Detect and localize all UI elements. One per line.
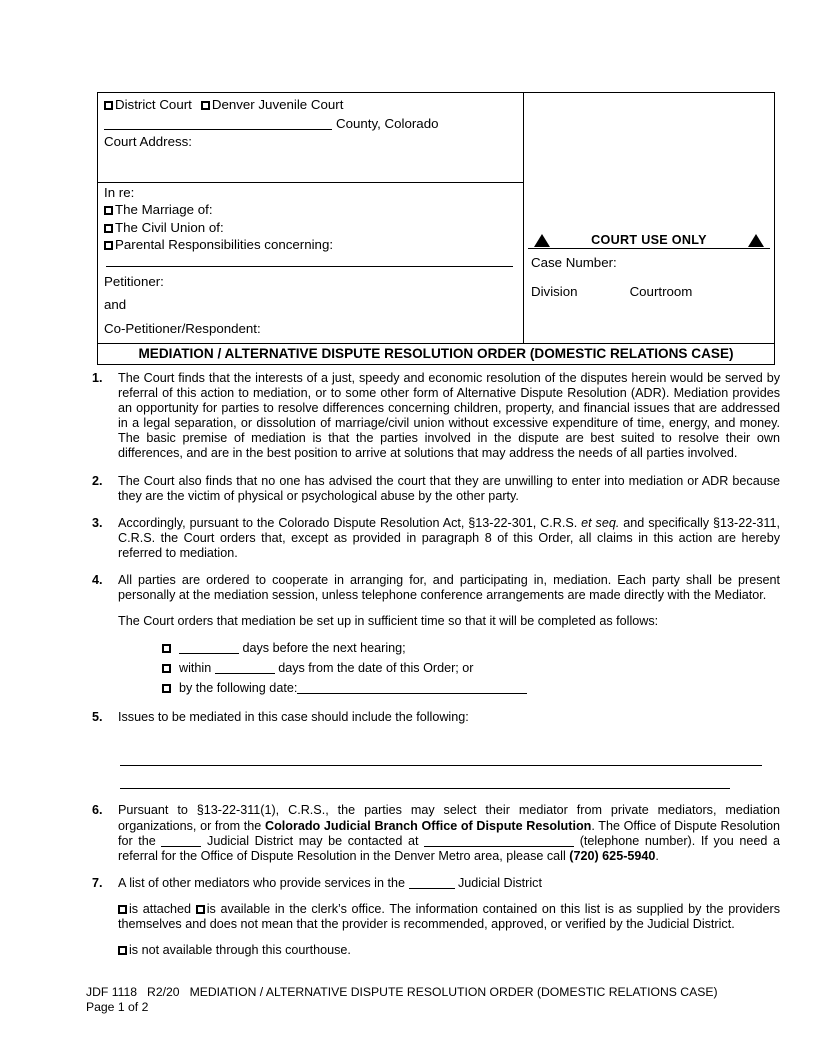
within-days-input[interactable] — [215, 661, 275, 674]
paragraph-2 — [92, 474, 780, 504]
paragraph-4-option-1 — [162, 638, 780, 658]
county-colorado-label: County, Colorado — [336, 115, 439, 131]
paragraph-6-part-a: Pursuant to §13-22-311(1), C.R.S., the parties may select their mediator from private mediators, mediation organizations, or from the — [118, 803, 780, 833]
checkbox-not-available-courthouse[interactable] — [118, 946, 127, 955]
checkbox-days-before-hearing[interactable] — [162, 644, 171, 653]
marriage-of-label: The Marriage of: — [115, 202, 213, 217]
paragraph-7-part-a: A list of other mediators who provide services in the — [118, 875, 409, 890]
paragraph-5-body — [118, 710, 780, 789]
petitioner-label: Petitioner: — [104, 273, 164, 289]
checkbox-by-following-date[interactable] — [162, 684, 171, 693]
paragraph-5-answer-line-2[interactable] — [120, 766, 730, 789]
paragraph-6-part-c: Judicial District may be contacted at — [201, 833, 425, 848]
days-before-hearing-label: days before the next hearing; — [242, 641, 406, 656]
county-input-blank[interactable] — [104, 115, 332, 130]
paragraph-7-number: 7. — [92, 875, 103, 890]
paragraph-7-body — [118, 876, 780, 958]
form-title-bar: MEDIATION / ALTERNATIVE DISPUTE RESOLUTION ORDER (DOMESTIC RELATIONS CASE) — [97, 344, 775, 365]
paragraph-5-text: Issues to be mediated in this case should include the following: — [118, 710, 469, 725]
paragraph-4-sub-intro: The Court orders that mediation be set up in sufficient time so that it will be completed as follows: — [118, 614, 659, 629]
paragraph-6 — [92, 803, 780, 863]
triangle-left-icon — [534, 234, 550, 247]
paragraph-3-number: 3. — [92, 515, 103, 530]
court-use-only-block — [524, 233, 774, 308]
page-footer — [86, 985, 718, 1014]
footer-form-number: JDF 1118 — [86, 985, 138, 999]
paragraph-1-number: 1. — [92, 371, 103, 385]
divider-under-address — [98, 182, 523, 183]
division-label: Division — [531, 284, 578, 299]
office-of-dispute-resolution-name: Colorado Judicial Branch Office of Dispute Resolution — [264, 818, 592, 833]
paragraph-2-text: The Court also finds that no one has advised the court that they are unwilling to enter into mediation or ADR because they are the victim of physical or psychological abuse by the other party. — [118, 473, 780, 503]
checkbox-civil-union-of[interactable] — [104, 224, 113, 233]
days-before-hearing-input[interactable] — [179, 641, 239, 654]
judicial-district-input-p6[interactable] — [161, 834, 201, 847]
checkbox-is-attached[interactable] — [118, 905, 127, 914]
paragraph-4-number: 4. — [92, 573, 103, 588]
by-following-date-input[interactable] — [297, 681, 527, 694]
triangle-right-icon — [748, 234, 764, 247]
divider-under-in-re — [106, 266, 513, 267]
paragraph-5-number: 5. — [92, 710, 103, 725]
odr-phone-number: (720) 625-5940 — [569, 848, 656, 863]
paragraph-3-text-part-a: Accordingly, pursuant to the Colorado Dispute Resolution Act, §13-22-301, C.R.S. — [118, 515, 582, 530]
paragraph-3-text — [118, 516, 780, 561]
within-days-label: days from the date of this Order; or — [278, 661, 474, 676]
case-caption-box — [97, 92, 775, 344]
case-number-field[interactable] — [524, 249, 774, 270]
paragraph-5 — [92, 710, 780, 789]
paragraph-1 — [92, 371, 780, 462]
in-re-input-area[interactable] — [104, 254, 517, 266]
denver-juvenile-court-label: Denver Juvenile Court — [211, 97, 344, 112]
checkbox-within-days[interactable] — [162, 664, 171, 673]
paragraph-6-part-e: . — [655, 848, 659, 863]
paragraph-6-text — [118, 803, 780, 863]
paragraph-3-et-seq: et seq. — [581, 515, 620, 530]
in-re-marriage-row — [104, 201, 517, 219]
paragraph-1-text: The Court finds that the interests of a just, speedy and economic resolution of the disputes herein would be served by referral of this action to mediation, or to some other form of Alternative Dispute Resolution (ADR). Mediation provides an opportunity for parties to resolve differences concerning children, property, and financial issues that are addressed in a legal separation, or dissolution of marriage/civil union without excessive expenditure of time, energy, and money. The basic premise of mediation is that the parties involved in the dispute are best suited to resolve their own differences, and are in the best position to arrive at solutions that may address the needs of all parties involved. — [118, 371, 780, 461]
in-re-label: In re: — [104, 184, 135, 200]
paragraph-7-part-b: Judicial District — [454, 875, 542, 890]
court-use-only-label: COURT USE ONLY — [591, 233, 707, 247]
checkbox-district-court[interactable] — [104, 101, 113, 110]
checkbox-parental-responsibilities[interactable] — [104, 241, 113, 250]
court-type-row — [104, 96, 517, 114]
paragraph-4-option-2 — [162, 658, 780, 678]
within-label: within — [179, 661, 212, 676]
co-petitioner-respondent-label: Co-Petitioner/Respondent: — [104, 320, 261, 336]
paragraph-7-option-1 — [118, 902, 191, 916]
court-address-label: Court Address: — [104, 134, 192, 149]
caption-left-column — [98, 93, 524, 343]
court-use-only-column — [524, 93, 774, 343]
footer-revision: R2/20 — [147, 985, 180, 999]
paragraph-7 — [92, 876, 780, 958]
form-body — [92, 371, 780, 970]
telephone-number-input[interactable] — [424, 834, 574, 847]
checkbox-denver-juvenile-court[interactable] — [201, 101, 210, 110]
paragraph-6-part-b: . The Office of Dispute Resolution for the — [118, 818, 780, 848]
courtroom-label: Courtroom — [629, 284, 693, 299]
paragraph-6-number: 6. — [92, 803, 103, 818]
paragraph-5-answer-area — [118, 743, 780, 789]
paragraph-6-part-d: (telephone number). If you need a referral for the Office of Dispute Resolution in the Denver Metro area, please call — [118, 833, 781, 863]
paragraph-3-text-part-b: and specifically §13-22-311, C.R.S. the Court orders that, except as provided in paragraph 8 of this Order, all claims in this action are hereby referred to mediation. — [118, 515, 781, 560]
paragraph-7-intro — [118, 876, 780, 891]
court-address-input-area[interactable] — [104, 151, 517, 182]
paragraph-4-body — [118, 573, 780, 698]
paragraph-2-number: 2. — [92, 473, 103, 488]
is-attached-label: is attached — [129, 901, 192, 916]
paragraph-4-option-3 — [162, 678, 780, 698]
in-re-civil-union-row — [104, 219, 517, 237]
footer-page-number: Page 1 of 2 — [86, 999, 149, 1014]
and-label: and — [104, 297, 127, 312]
not-available-courthouse-label: is not available through this courthouse. — [129, 943, 351, 958]
district-court-label: District Court — [115, 97, 192, 112]
paragraph-4-text: All parties are ordered to cooperate in arranging for, and participating in, mediation. Each party shall be present personally at the mediation session, unless telephone conference arrangements are made directly with the Mediator. — [118, 573, 780, 603]
county-row — [104, 115, 517, 133]
judicial-district-input-p7[interactable] — [409, 876, 455, 889]
paragraph-7-options-block — [118, 902, 780, 932]
civil-union-of-label: The Civil Union of: — [115, 219, 224, 235]
case-number-label: Case Number: — [531, 255, 617, 270]
checkbox-is-available-clerks-office[interactable] — [196, 905, 205, 914]
paragraph-3 — [92, 516, 780, 561]
paragraph-7-option-3 — [118, 943, 780, 958]
paragraph-4 — [92, 573, 780, 698]
paragraph-5-answer-line-1[interactable] — [120, 743, 762, 766]
paragraph-4-options — [118, 638, 780, 698]
court-use-only-header — [524, 233, 774, 248]
paragraph-7-option-2-checkbox — [196, 902, 207, 916]
footer-form-title: MEDIATION / ALTERNATIVE DISPUTE RESOLUTION ORDER (DOMESTIC RELATIONS CASE) — [189, 985, 718, 999]
footer-line-1 — [86, 985, 718, 1000]
parental-responsibilities-label: Parental Responsibilities concerning: — [115, 237, 334, 252]
in-re-parental-row — [104, 236, 517, 254]
division-courtroom-field[interactable] — [524, 270, 774, 308]
checkbox-marriage-of[interactable] — [104, 206, 113, 215]
by-following-date-label: by the following date: — [179, 681, 298, 696]
is-available-clerks-office-label: is available in the clerk’s office. The information contained on this list is as supplied by the providers themselves and does not mean that the provider is recommended, approved, or verified by the Judicial District. — [118, 901, 780, 931]
